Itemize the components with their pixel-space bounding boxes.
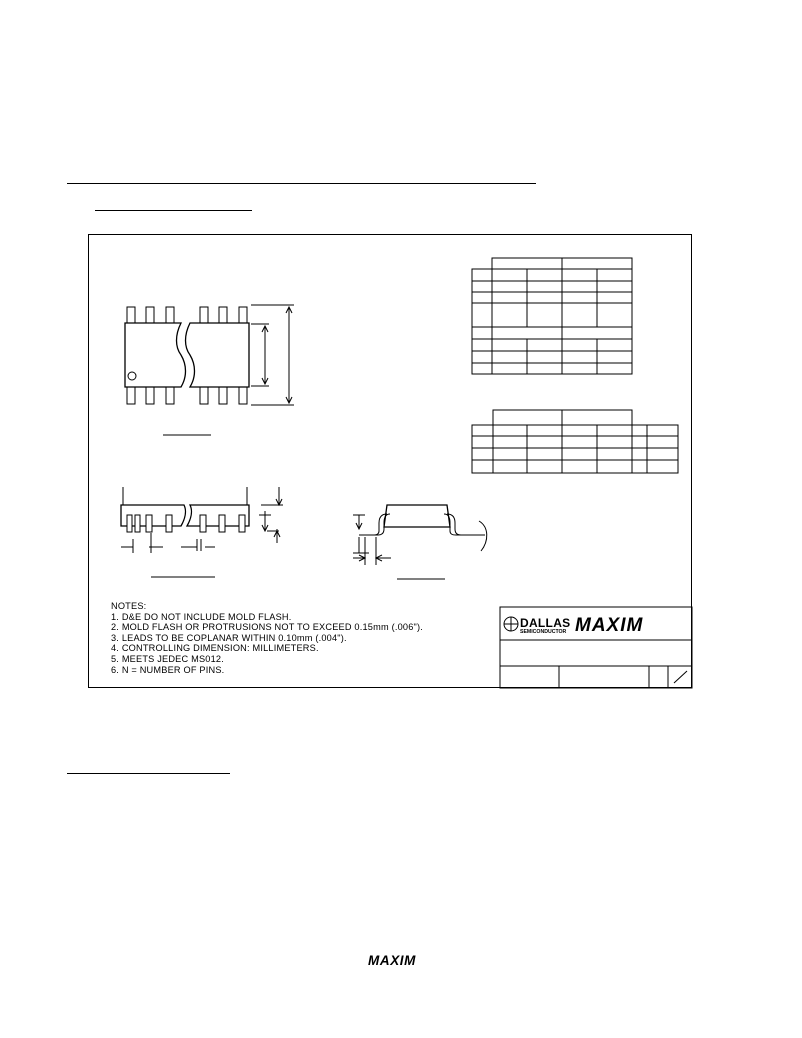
svg-text:MAXIM: MAXIM xyxy=(368,953,416,967)
footer-logo-svg xyxy=(368,953,434,967)
front-view xyxy=(121,487,283,577)
side-view xyxy=(353,505,487,579)
dimension-table-lower xyxy=(472,410,678,473)
footer-maxim-logo xyxy=(368,953,434,967)
note-item: 3. LEADS TO BE COPLANAR WITHIN 0.10mm (.004"). xyxy=(111,632,347,643)
maxim-logo-text: MAXIM xyxy=(575,615,644,636)
semiconductor-logo-text: SEMICONDUCTOR xyxy=(520,629,567,635)
subsection-header-rule xyxy=(95,210,252,211)
drawing-notes xyxy=(111,601,501,675)
note-item: 6. N = NUMBER OF PINS. xyxy=(111,664,225,675)
note-item: 2. MOLD FLASH OR PROTRUSIONS NOT TO EXCEED 0.15mm (.006"). xyxy=(111,622,423,633)
note-item: 1. D&E DO NOT INCLUDE MOLD FLASH. xyxy=(111,611,292,622)
lower-section-rule xyxy=(67,773,230,774)
dimension-table-upper xyxy=(472,258,632,374)
notes-heading: NOTES: xyxy=(111,601,147,611)
package-outline-drawing xyxy=(88,234,692,688)
dallas-logo-text: DALLAS xyxy=(520,616,571,630)
section-header-rule xyxy=(67,183,536,184)
note-item: 4. CONTROLLING DIMENSION: MILLIMETERS. xyxy=(111,643,319,654)
note-item: 5. MEETS JEDEC MS012. xyxy=(111,653,224,664)
top-view xyxy=(125,305,294,435)
